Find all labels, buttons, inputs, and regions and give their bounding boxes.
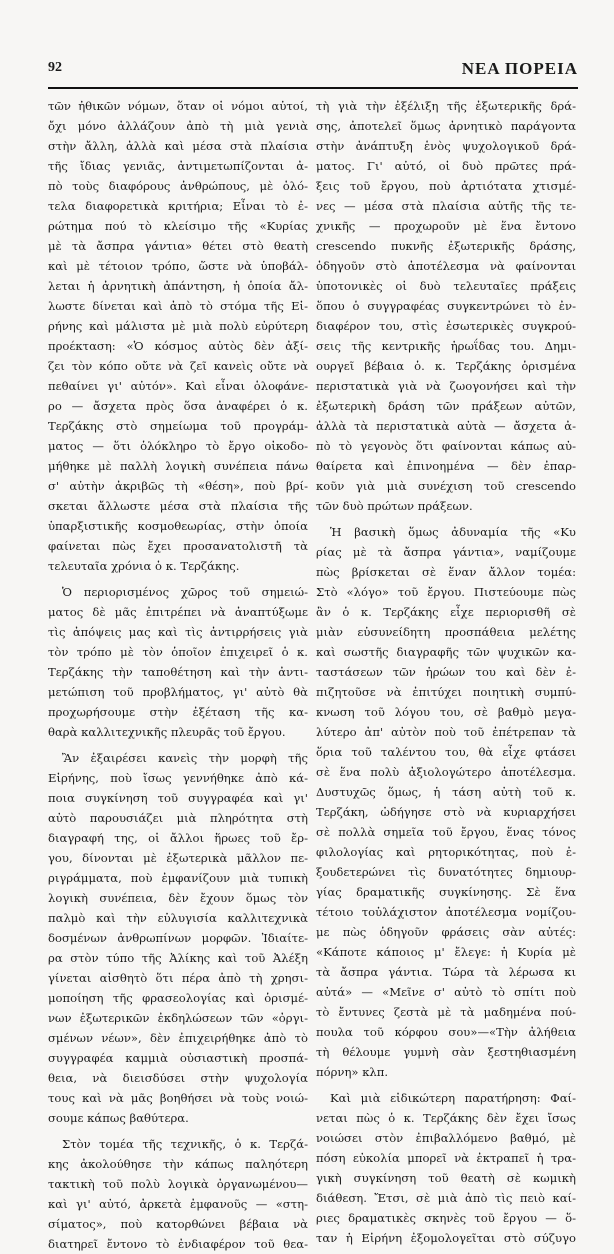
- text-line: ταν ἡ Εἰρήνη ἐξομολογεῖται στὸ σύζυγο: [316, 1231, 576, 1245]
- text-line: ρώτημα πού τὸ κλείσιμο τῆς «Κυρίας: [48, 219, 308, 233]
- paragraph-first-line: Ὁ περιορισμένος χῶρος τοῦ σημειώ-: [62, 585, 308, 599]
- text-line: τους καὶ νὰ μᾶς βοηθήσει νὰ τοὺς νοιώ-: [48, 1091, 308, 1105]
- text-line: ζει τὸν κόπο οὔτε νὰ ζεῖ κανεὶς οὔτε νὰ: [48, 359, 308, 373]
- text-line: περιστατικὰ γιὰ νὰ ζωογονήσει καὶ τὴν: [316, 379, 576, 393]
- text-line: λογικὴ συνέπεια, δὲν ἔχουν ὅμως τὸν: [48, 891, 308, 905]
- text-line: τὸ ἔντυνες ζεστὰ μὲ τὰ μαδημένα πού-: [316, 1005, 576, 1019]
- text-line: ὑπαρξιστικῆς κοσμοθεωρίας, στὴν ὁποία: [48, 519, 308, 533]
- text-line: ρήνης καὶ μάλιστα μὲ μιὰ πολὺ εὐρύτερη: [48, 319, 308, 333]
- text-line: καὶ σωστῆς διαγραφῆς τῶν ψυχικῶν κα-: [316, 645, 576, 659]
- page-number: 92: [48, 60, 62, 75]
- text-line: Εἰρήνης, ποὺ ἴσως γεννήθηκε ἀπὸ κά-: [48, 771, 308, 785]
- text-line: τελευταῖα χρόνια ὁ κ. Τερζάκης.: [48, 559, 240, 573]
- text-line: ὑποτονικὲς οἱ δυὸ τελευταῖες πράξεις: [316, 279, 576, 293]
- journal-title: ΝΕΑ ΠΟΡΕΙΑ: [461, 59, 578, 78]
- text-line: ξεις τοῦ ἔργου, ποὺ ἀρτιότατα χτισμέ-: [316, 179, 576, 193]
- text-line: πιζητοῦσε νὰ ἐπιτύχει ποιητικὴ συμπύ-: [316, 685, 576, 699]
- text-line: πὼς βρίσκεται σὲ ἕναν ἄλλον τομέα:: [316, 565, 576, 579]
- text-line: σ' αὐτὴν ἀκριβῶς τὴ «θέση», ποὺ βρί-: [48, 479, 308, 493]
- text-line: θαρὰ καλλιτεχνικῆς πλευρᾶς τοῦ ἔργου.: [48, 725, 286, 739]
- text-line: σης, ἀποτελεῖ ὅμως ἀρνητικὸ παράγοντα: [316, 119, 576, 133]
- text-line: πόση εὐκολία μπορεῖ νὰ ἐκτραπεῖ ἡ τρα-: [316, 1151, 576, 1165]
- text-line: ποια συγκίνηση τοῦ συγγραφέα καὶ γι': [48, 791, 308, 805]
- text-line: Τερζάκη, ὡδήγησε στὸ νὰ κυριαρχήσει: [316, 805, 576, 819]
- text-line: ριγράμματα, ποὺ ἐμφανίζουν μιὰ τυπικὴ: [48, 871, 308, 885]
- text-line: πὸ τοὺς διαφόρους ἀνθρώπους, μὲ ὁλό-: [48, 179, 308, 193]
- text-line: σὲ ἕνα πολὺ ἀξιολογώτερο ἀποτέλεσμα.: [316, 765, 576, 779]
- text-line: χνικῆς — προχωροῦν μὲ ἕνα ἔντονο: [316, 219, 576, 233]
- text-line: ταστάσεων τῶν ἡρώων του καὶ δὲν ἐ-: [316, 665, 576, 679]
- text-line: διάθεση. Ἔτσι, σὲ μιὰ ἀπὸ τὶς πειὸ καί-: [316, 1191, 576, 1205]
- text-line: ξουδετερώνει τὶς δυνατότητες δημιουρ-: [316, 865, 576, 879]
- text-line: πόρνη» κλπ.: [316, 1065, 389, 1079]
- paragraph-first-line: Καὶ μιὰ εἰδικώτερη παρατήρηση: Φαί-: [330, 1091, 576, 1105]
- text-line: ἐξωτερικὴ δράση τῶν πράξεων αὐτῶν,: [316, 399, 576, 413]
- text-line: ρα στὸν τύπο τῆς Ἀλίκης καὶ τοῦ Ἀλέξη: [48, 951, 308, 965]
- text-line: τὰ ἄσπρα γάντια. Τώρα τὰ λέρωσα κι: [316, 965, 576, 979]
- text-line: γίας δραματικῆς συγκίνησης. Σὲ ἕνα: [316, 885, 576, 899]
- text-line: λωστε δίνεται καὶ ἀπὸ τὸ στόμα τῆς Εἰ-: [48, 299, 308, 313]
- text-line: σκεται ἄλλωστε μέσα στὰ πλαίσια τῆς: [48, 499, 308, 513]
- text-line: θαίρετα καὶ ἐπινοημένα — δὲν ἐπαρ-: [316, 459, 576, 473]
- right-column: [316, 96, 576, 1248]
- text-line: λύτερο ἀπ' αὐτὸν ποὺ τοῦ ἐπέτρεπαν τὰ: [316, 725, 576, 739]
- text-line: ἀλλὰ τὰ περιστατικὰ αὐτὰ — ἄσχετα ἀ-: [316, 419, 576, 433]
- text-line: τῶν ἠθικῶν νόμων, ὅταν οἱ νόμοι αὐτοί,: [48, 99, 308, 113]
- text-line: αὐτά» — «Μεῖνε σ' αὐτὸ τὸ σπίτι ποὺ: [316, 985, 576, 999]
- text-line: σὲ πολλὰ σημεῖα τοῦ ἔργου, ἕνας τόνος: [316, 825, 576, 839]
- text-line: Τερζάκης στὸ σημείωμα τοῦ προγράμ-: [48, 419, 308, 433]
- paragraph-first-line: Στὸν τομέα τῆς τεχνικῆς, ὁ κ. Τερζά-: [62, 1137, 308, 1151]
- text-line: διαγραφή της, οἱ ἄλλοι ἥρωες τοῦ ἔρ-: [48, 831, 308, 845]
- text-line: γου, δίνονται μὲ ἐξωτερικὰ μᾶλλον πε-: [48, 851, 308, 865]
- text-line: τακτικὴ τοῦ πολὺ λογικὰ ὀργανωμένου—: [48, 1177, 308, 1191]
- text-line: μετώπιση τοῦ προβλήματος, γι' αὐτὸ θὰ: [48, 685, 308, 699]
- text-line: διαφέρον του, στὶς ἐσωτερικὲς συγκρού-: [316, 319, 576, 333]
- text-line: γίνεται αἰσθητὸ ὅτι πέρα ἀπὸ τὴ χρησι-: [48, 971, 308, 985]
- text-line: μὲ τὰ ἄσπρα γάντια» θέτει στὸ θεατὴ: [48, 239, 308, 253]
- text-line: συγγραφέα καμμιὰ οὐσιαστικὴ προσπά-: [48, 1051, 308, 1065]
- left-column: [48, 96, 308, 1254]
- text-line: καὶ γι' αὐτό, ἀρκετὰ ἐμφανοῦς — «στη-: [48, 1197, 308, 1211]
- text-line: πεθαίνει γι' αὐτόν». Καὶ εἶναι ὁλοφάνε-: [48, 379, 308, 393]
- text-line: τὶς ἀπόψεις μας καὶ τὶς ἀντιρρήσεις γιὰ: [48, 625, 308, 639]
- text-line: τῶν δυὸ πρώτων πράξεων.: [316, 499, 473, 513]
- text-line: κης ἀκολούθησε τὴν κάπως παληότερη: [48, 1157, 308, 1171]
- text-line: νοιώσει στὸν ἐπιβαλλόμενο βαθμό, μὲ: [316, 1131, 576, 1145]
- text-line: ὅπου ὁ συγγραφέας συγκεντρώνει τὸ ἐν-: [316, 299, 576, 313]
- text-line: τελα διαφορετικὰ κριτήρια; Εἶναι τὸ ἐ-: [48, 199, 308, 213]
- text-line: γικὴ συγκίνηση τοῦ θεατὴ σὲ κωμικὴ: [316, 1171, 576, 1185]
- text-line: ὄχι μόνο ἀλλάζουν ἀπὸ τὴ μιὰ γενιὰ: [48, 119, 308, 133]
- paragraph-first-line: Ἡ βασικὴ ὅμως ἀδυναμία τῆς «Κυ: [330, 525, 576, 539]
- text-line: ὅρια τοῦ ταλέντου του, θὰ εἶχε φτάσει: [316, 745, 576, 759]
- text-line: τὴ θέλουμε γυμνὴ σὰν ξεστηθιασμένη: [316, 1045, 576, 1059]
- text-line: πὸ τὸ γεγονὸς ὅτι φαίνονται κάπως αὐ-: [316, 439, 576, 453]
- text-line: μοποίηση τῆς φρασεολογίας καὶ ὁρισμέ-: [48, 991, 308, 1005]
- text-line: θεια, νὰ διεισδύσει στὴν ψυχολογία: [48, 1071, 308, 1085]
- text-line: σμένων νέων», δὲν ἐπιχειρήθηκε ἀπὸ τὸ: [48, 1031, 308, 1045]
- text-line: κοῦν γιὰ μιὰ συνέχιση τοῦ crescendo: [316, 479, 576, 493]
- text-line: προέκταση: «Ὁ κόσμος αὐτὸς δὲν ἀξί-: [48, 339, 308, 353]
- text-line: σεις τῆς κεντρικῆς ἡρωΐδας του. Δημι-: [316, 339, 576, 353]
- text-line: Δυστυχῶς ὅμως, ἡ τάση αὐτὴ τοῦ κ.: [316, 785, 576, 799]
- page-header: [48, 60, 578, 82]
- text-line: ὁδηγοῦν στὸ ἀποτέλεσμα νὰ φαίνονται: [316, 259, 576, 273]
- text-line: μήθηκε μὲ παλλὴ λογικὴ συνέπεια πάνω: [48, 459, 308, 473]
- text-line: ριες δραματικὲς σκηνὲς τοῦ ἔργου — ὅ-: [316, 1211, 576, 1225]
- text-line: με πὼς ὁδηγοῦν φράσεις σὰν αὐτές:: [316, 925, 576, 939]
- text-line: λεται ἡ ἀρνητικὴ ἀπάντηση, ἡ ὁποία ἄλ-: [48, 279, 308, 293]
- text-line: μιὰν εὐσυνείδητη προσπάθεια μελέτης: [316, 625, 576, 639]
- text-line: ἂν ὁ κ. Τερζάκης εἶχε περιορισθῆ σὲ: [316, 605, 576, 619]
- text-line: crescendo πυκνῆς ἐξωτερικῆς δράσης,: [316, 239, 576, 253]
- text-line: δοσμένων ἀνθρωπίνων μορφῶν. Ἰδιαίτε-: [48, 931, 308, 945]
- text-line: ρίας μὲ τὰ ἄσπρα γάντια», ναμίζουμε: [316, 545, 576, 559]
- text-line: νων ἐξωτερικῶν ἐκδηλώσεων τῶν «ὀργι-: [48, 1011, 308, 1025]
- text-line: ματος δὲ μᾶς ἐπιτρέπει νὰ ἀναπτύξωμε: [48, 605, 308, 619]
- text-line: διατηρεῖ ἔντονο τὸ ἐνδιαφέρον τοῦ θεα-: [48, 1237, 308, 1251]
- text-line: νεται πὼς ὁ κ. Τερζάκης δὲν ἔχει ἴσως: [316, 1111, 576, 1125]
- text-line: νες — μέσα στὰ πλαίσια αὐτῆς τῆς τε-: [316, 199, 576, 213]
- text-line: στὴν ἄλλη, ἀλλὰ καὶ μέσα στὰ πλαίσια: [48, 139, 308, 153]
- text-line: τέτοιο τοὐλάχιστον ἀποτέλεσμα νομίζου-: [316, 905, 576, 919]
- text-line: καὶ μὲ τέτοιον τρόπο, ὥστε νὰ ὑποβάλ-: [48, 259, 308, 273]
- text-line: Στὸ «λόγο» τοῦ ἔργου. Πιστεύουμε πὼς: [316, 585, 576, 599]
- text-line: τὴ γιὰ τὴν ἐξέλιξη τῆς ἐξωτερικῆς δρά-: [316, 99, 576, 113]
- text-line: ματος — ὅτι ὁλόκληρο τὸ ἔργο οἰκοδο-: [48, 439, 308, 453]
- text-line: στὴν ἀνάπτυξη ἑνὸς ψυχολογικοῦ δρά-: [316, 139, 576, 153]
- text-line: σουμε κάπως βαθύτερα.: [48, 1111, 189, 1125]
- text-line: αὐτὸ παρουσιάζει μιὰ πληρότητα στὴ: [48, 811, 308, 825]
- text-line: φιλολογίας καὶ ρητορικότητας, ποὺ ἐ-: [316, 845, 576, 859]
- text-line: Τερζάκης τὴν ταποθέτηση καὶ τὴν ἀντι-: [48, 665, 308, 679]
- text-line: τῆς ἴδιας γενιᾶς, ἀντιμετωπίζονται ἀ-: [48, 159, 308, 173]
- text-line: ουργεῖ βέβαια ὁ. κ. Τερζάκης ὁρισμένα: [316, 359, 576, 373]
- text-line: τὸν τρόπο μὲ τὸν ὁποῖον ἐπιχειρεῖ ὁ κ.: [48, 645, 308, 659]
- text-line: παλμὸ καὶ τὴν εὐλυγισία καλλιτεχνικὰ: [48, 911, 308, 925]
- text-line: κνωση τοῦ λόγου του, σὲ βαθμὸ μεγα-: [316, 705, 576, 719]
- text-line: ματος. Γι' αὐτό, οἱ δυὸ πρῶτες πρά-: [316, 159, 576, 173]
- text-line: «Κάποτε κάποιος μ' ἔλεγε: ἡ Κυρία μὲ: [316, 945, 576, 959]
- paragraph-first-line: Ἂν ἐξαιρέσει κανεὶς τὴν μορφὴ τῆς: [62, 751, 308, 765]
- text-line: ρο — ἄσχετα πρὸς ὅσα ἀναφέρει ὁ κ.: [48, 399, 308, 413]
- text-line: πουλα τοῦ κόρφου σου»—«Τὴν ἀλήθεια: [316, 1025, 576, 1039]
- text-line: φαίνεται πὼς ἔχει προσανατολιστῆ τὰ: [48, 539, 308, 553]
- text-line: σίματος», ποὺ κατορθώνει βέβαια νὰ: [48, 1217, 308, 1231]
- text-line: προχωρήσουμε στὴν ἐξέταση τῆς κα-: [48, 705, 308, 719]
- header-rule: [48, 87, 578, 89]
